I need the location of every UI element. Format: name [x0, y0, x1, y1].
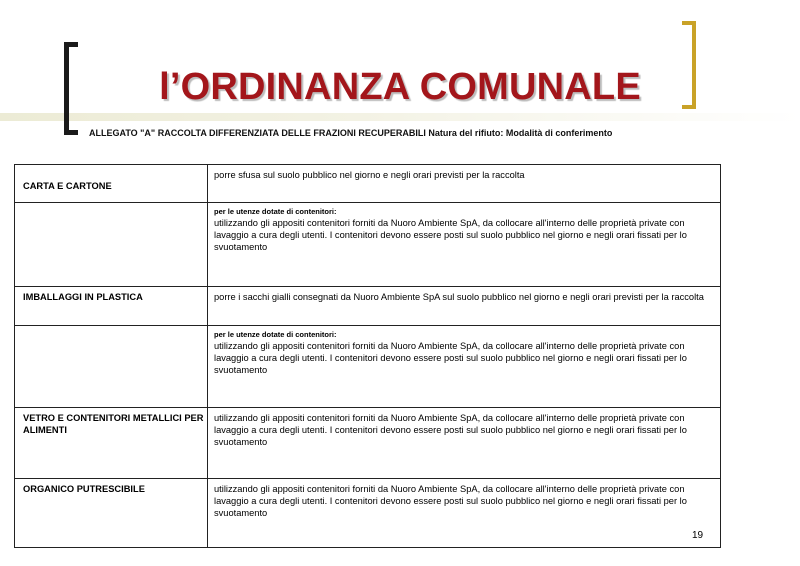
mode-cell	[208, 287, 721, 326]
mode-text: utilizzando gli appositi contenitori forniti da Nuoro Ambiente SpA, da collocare all'interno delle proprietà private con lavaggio a cura degli utenti. I contenitori devono essere posti sul suolo pubblico nel giorno e negli orari fissati per lo svuotamento	[214, 484, 687, 518]
mode-text: porre sfusa sul suolo pubblico nel giorno e negli orari previsti per la raccolta	[214, 170, 525, 180]
mode-cell	[208, 203, 721, 287]
category-cell-empty	[15, 203, 208, 287]
table-row-plastica	[15, 287, 721, 326]
mode-text: porre i sacchi gialli consegnati da Nuoro Ambiente SpA sul suolo pubblico nel giorno e negli orari previsti per la raccolta	[214, 292, 704, 302]
category-cell-empty	[15, 326, 208, 408]
page-number: 19	[692, 530, 704, 541]
category-cell: CARTA E CARTONE	[15, 165, 208, 203]
table-row-vetro	[15, 408, 721, 479]
table-row-carta	[15, 165, 721, 203]
mode-note: per le utenze dotate di contenitori:	[214, 207, 337, 216]
category-cell: IMBALLAGGI IN PLASTICA	[15, 287, 208, 326]
page-title: l’ORDINANZA COMUNALE	[159, 66, 641, 108]
mode-text: utilizzando gli appositi contenitori forniti da Nuoro Ambiente SpA, da collocare all'interno delle proprietà private con lavaggio a cura degli utenti. I contenitori devono essere posti sul suolo pubblico nel giorno e negli orari fissati per lo svuotamento	[214, 218, 687, 252]
mode-note: per le utenze dotate di contenitori:	[214, 330, 337, 339]
category-cell: VETRO E CONTENITORI METALLICI PER ALIMENTI	[15, 408, 208, 479]
mode-text: utilizzando gli appositi contenitori forniti da Nuoro Ambiente SpA, da collocare all'interno delle proprietà private con lavaggio a cura degli utenti. I contenitori devono essere posti sul suolo pubblico nel giorno e negli orari fissati per lo svuotamento	[214, 341, 687, 375]
mode-cell	[208, 408, 721, 479]
mode-text: utilizzando gli appositi contenitori forniti da Nuoro Ambiente SpA, da collocare all'interno delle proprietà private con lavaggio a cura degli utenti. I contenitori devono essere posti sul suolo pubblico nel giorno e negli orari fissati per lo svuotamento	[214, 413, 687, 447]
table-row-plastica-containers	[15, 326, 721, 408]
mode-cell	[208, 479, 721, 548]
mode-cell	[208, 326, 721, 408]
title-band	[0, 113, 800, 121]
mode-cell	[208, 165, 721, 203]
category-cell: ORGANICO PUTRESCIBILE	[15, 479, 208, 548]
table-row-organico	[15, 479, 721, 548]
page-subtitle: ALLEGATO "A" RACCOLTA DIFFERENZIATA DELLE FRAZIONI RECUPERABILI Natura del rifiuto: Modalità di conferimento	[89, 128, 613, 138]
waste-collection-table	[14, 164, 721, 548]
table-row-carta-containers	[15, 203, 721, 287]
